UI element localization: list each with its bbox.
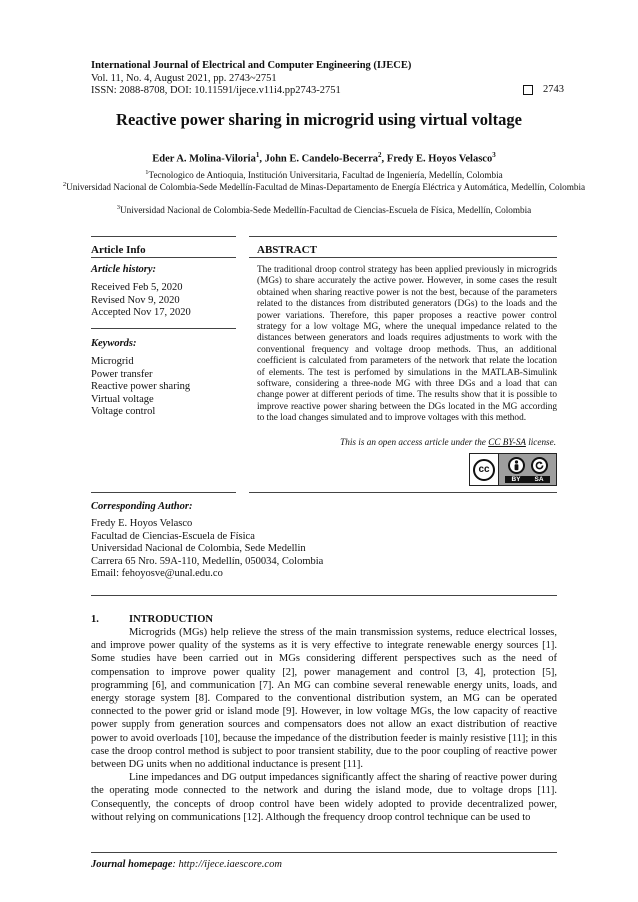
keyword-list: [91, 356, 190, 419]
cc-icon-wrap: [470, 454, 499, 485]
corresponding-email: Email: fehoyosve@unal.edu.co: [91, 568, 223, 580]
paragraph: Microgrids (MGs) help relieve the stress of the main transmission systems, reduce electrical losses, and improve power quality of the systems as it is very effective to integrate renewable energy sources [1]. Some studies have been carried out in MGs considering different perspectives such as the need of compensation to improve power quality [2], power management and control [3, 4], protection [5], programming [6], and communication [7]. An MG can combine several renewable energy units, loads, and energy storage system [8]. Compared to the conventional distribution system, an MG can be operated connected to the power grid or island mode [9]. However, in low voltage MGs, the low capacity of reactive power supply from generation sources and compensators does not allow an exact distribution of reactive power to avoid overloads [10], because the impedance of the distribution feeder is mainly resistive [11]; in this case the droop control method is subject to poor transient stability, due to the poor coupling of reactive power between DG units when no additional inductance is present [11].: [91, 627, 557, 771]
cc-icons: [508, 457, 548, 474]
keyword: Microgrid: [91, 356, 134, 367]
keyword: Reactive power sharing: [91, 381, 191, 393]
author-name: , John E. Candelo-Becerra: [259, 153, 379, 165]
divider: [91, 236, 236, 237]
author-sup: 1: [255, 151, 260, 159]
section-title: INTRODUCTION: [129, 614, 214, 625]
history-label: Article history:: [91, 264, 157, 275]
affiliation-text: Universidad Nacional de Colombia-Sede Medellín-Facultad de Ciencias-Escuela de Física, Medellín, Colombia: [119, 205, 532, 216]
affiliation-text: Universidad Nacional de Colombia-Sede Medellín-Facultad de Minas-Departamento de Energía Eléctrica y Automática, Medellín, Colombia: [66, 182, 586, 193]
page-number-value: 2743: [543, 84, 564, 95]
history-entry: Accepted Nov 17, 2020: [91, 307, 191, 319]
cc-badge-labels: [505, 476, 549, 483]
keyword: Voltage control: [91, 406, 156, 418]
journal-volume: Vol. 11, No. 4, August 2021, pp. 2743~2751: [91, 72, 277, 84]
article-info-heading: Article Info: [91, 244, 146, 256]
square-bullet-icon: [523, 85, 533, 95]
abstract-text: The traditional droop control strategy has been applied previously in microgrids (MGs) to share accurately the active power. However, in some cases the result obtained when sharing reactive power is not the best, because of the parameters related to the distances from distributed generators (DGs) to the loads and the power variations. Therefore, this paper proposes a reactive power control strategy for a low voltage MG, where the unequal impedance related to the distances between generators and loads requires adjustments to work with the conventional frequency and voltage droop methods. Thus, an additional coefficient is calculated from parameters of the network that relate the location of elements. The test is perfomed by simulations in the MATLAB-Simulink software, considering a three-node MG with three DGs and a load that can change power at different periods of time. The results show that it is possible to improve reactive power sharing between the DGs located in the MG according to the load changes simulated and to improve voltages with this method.: [257, 265, 557, 424]
author-sup: 2: [378, 151, 382, 159]
divider: [249, 236, 557, 237]
affiliation-text: Tecnologico de Antioquia, Institución Universitaria, Facultad de Ingeniería, Medellín, Colombia: [148, 170, 503, 181]
section-heading: [91, 614, 213, 625]
keyword: Virtual voltage: [91, 393, 154, 405]
divider: [91, 328, 236, 329]
cc-by-sa-badge[interactable]: [469, 453, 557, 486]
affiliation-sup: 1: [145, 169, 149, 176]
license-note: [340, 437, 556, 447]
cc-badge-right: [499, 454, 556, 483]
divider: [249, 492, 557, 493]
divider: [249, 257, 557, 258]
corresponding-details: [91, 518, 323, 581]
history-entry: Received Feb 5, 2020: [91, 282, 183, 293]
cc-sa-label: SA: [534, 476, 544, 483]
section-number: 1.: [91, 614, 99, 625]
cc-by-label: BY: [511, 476, 521, 483]
divider: [91, 595, 557, 596]
homepage-url[interactable]: : http://ijece.iaescore.com: [172, 859, 282, 870]
footer-divider: [91, 852, 557, 853]
attribution-person-icon: [508, 457, 525, 474]
author-sup: 3: [492, 151, 496, 159]
license-link[interactable]: CC BY-SA: [488, 437, 526, 447]
introduction-body: [91, 626, 557, 824]
journal-homepage: [91, 859, 282, 870]
page-number: [523, 84, 564, 95]
keyword: Power transfer: [91, 368, 153, 380]
author-name: Eder A. Molina-Viloria: [152, 153, 256, 165]
corresponding-line: Universidad Nacional de Colombia, Sede Medellin: [91, 543, 306, 555]
corresponding-line: Carrera 65 Nro. 59A-110, Medellín, 050034, Colombia: [91, 555, 324, 567]
homepage-label: Journal homepage: [91, 859, 173, 870]
license-text: This is an open access article under the: [340, 437, 489, 447]
corresponding-name: Fredy E. Hoyos Velasco: [91, 518, 193, 529]
share-alike-icon: [531, 457, 548, 474]
affiliation-sup: 3: [116, 204, 120, 211]
keywords-label: Keywords:: [91, 338, 137, 349]
journal-header: [91, 60, 411, 98]
corresponding-label: Corresponding Author:: [91, 501, 193, 512]
abstract-heading: ABSTRACT: [257, 244, 317, 256]
paragraph: Line impedances and DG output impedances significantly affect the sharing of reactive power during the operating mode connected to the network and during the island mode, due to voltage drops [11]. Consequently, the concepts of droop control have been widely adopted to provide decentralized power, without relying on communications [12]. Although the frequency droop control technique can be used to: [91, 772, 557, 823]
license-text: license.: [525, 437, 556, 447]
divider: [91, 257, 236, 258]
author-list: [60, 151, 588, 165]
journal-issn: ISSN: 2088-8708, DOI: 10.11591/ijece.v11i4.pp2743-2751: [91, 85, 341, 96]
divider: [91, 492, 236, 493]
author-name: , Fredy E. Hoyos Velasco: [381, 153, 493, 165]
affiliation-sup: 2: [62, 181, 67, 188]
affiliation-3: [60, 202, 588, 216]
affiliation-2: [60, 179, 588, 193]
paper-title: Reactive power sharing in microgrid using virtual voltage: [116, 110, 522, 129]
cc-icon: cc: [473, 459, 495, 481]
history-list: [91, 282, 191, 320]
history-entry: Revised Nov 9, 2020: [91, 294, 180, 306]
corresponding-line: Facultad de Ciencias-Escuela de Física: [91, 530, 255, 542]
journal-name: International Journal of Electrical and Computer Engineering (IJECE): [91, 60, 412, 71]
